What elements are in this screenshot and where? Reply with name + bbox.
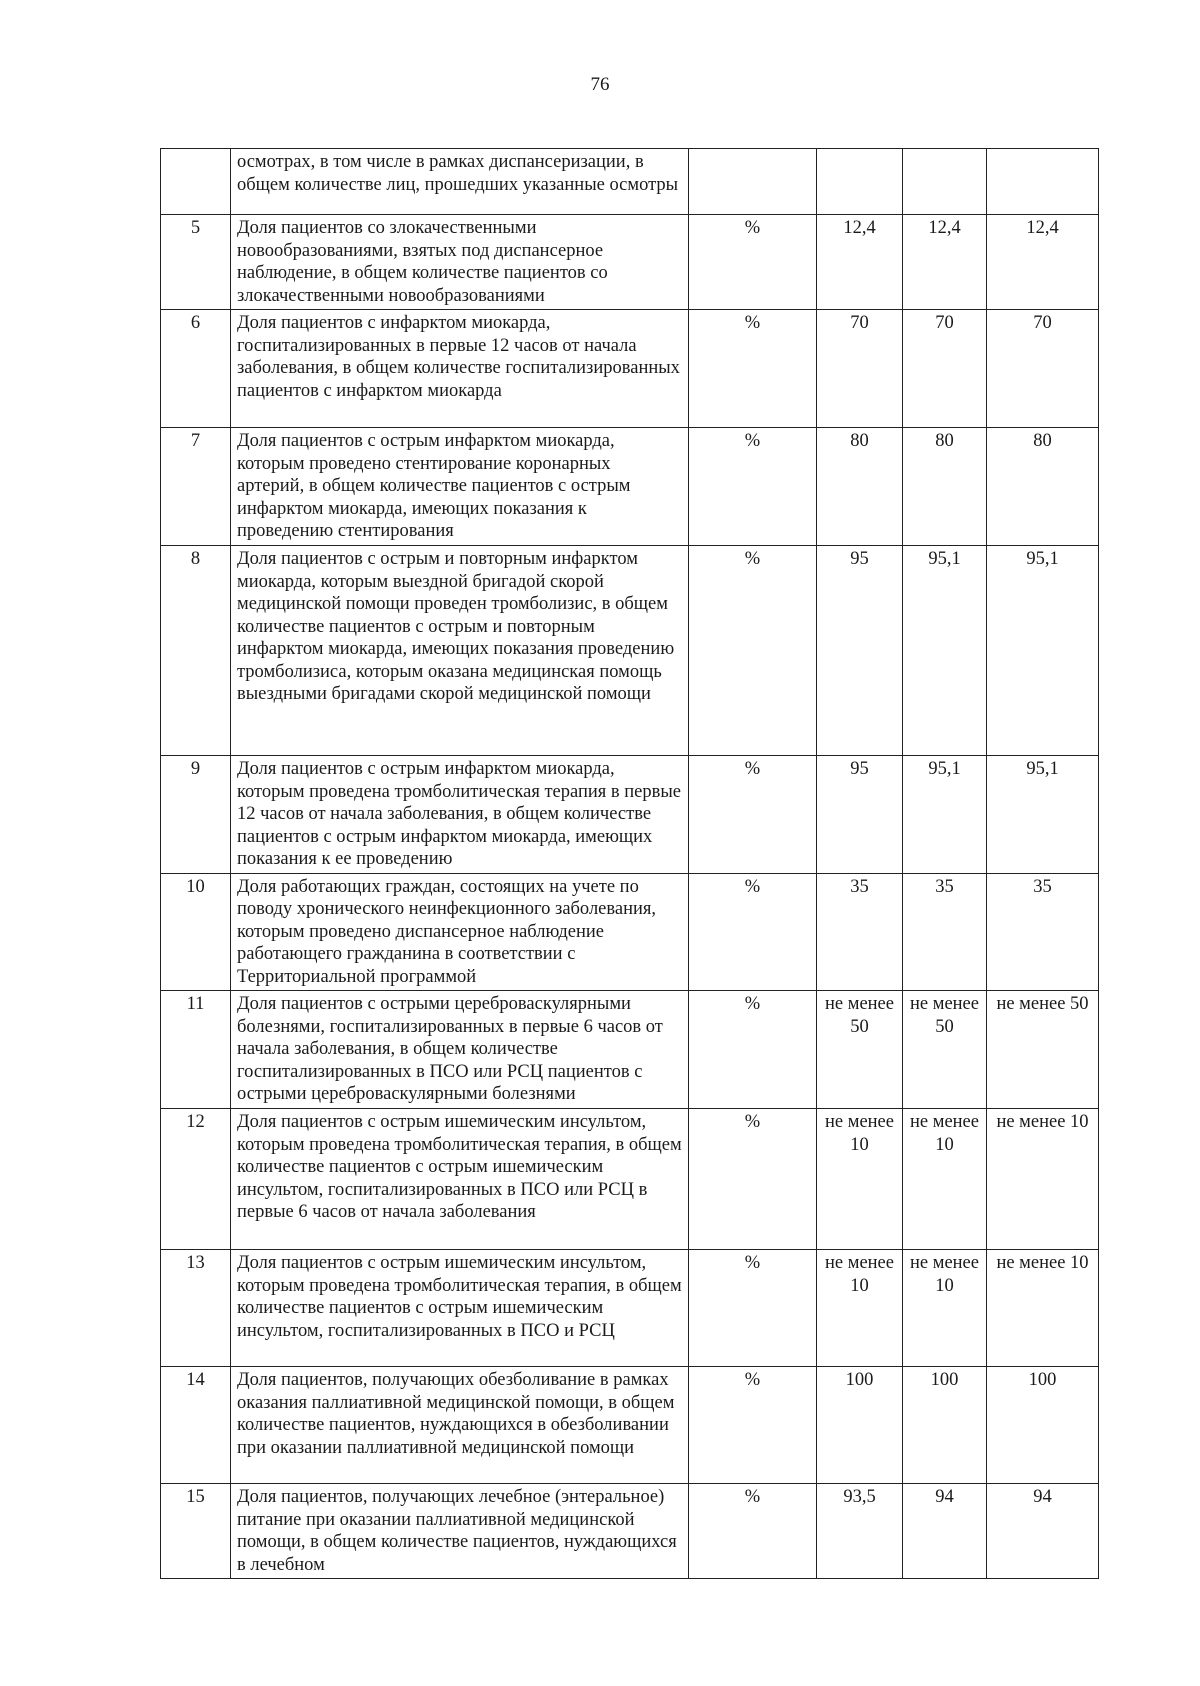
value-cell-1 <box>817 149 903 215</box>
indicator-text: Доля работающих граждан, состоящих на учете по поводу хронического неинфекционного заболевания, которым проведено диспансерное наблюдение работающего гражданина в соответствии с Территориальной программой <box>231 873 689 991</box>
indicator-text: Доля пациентов, получающих лечебное (энтеральное) питание при оказании паллиативной медицинской помощи, в общем количестве пациентов, нуждающихся в лечебном <box>231 1484 689 1579</box>
row-number: 6 <box>161 310 231 428</box>
value-cell-3: 100 <box>987 1367 1099 1484</box>
value-cell-3: не менее 10 <box>987 1250 1099 1367</box>
indicator-text: Доля пациентов с острым ишемическим инсультом, которым проведена тромболитическая терапия, в общем количестве пациентов с острым ишемическим инсультом, госпитализированных в ПСО и РСЦ <box>231 1250 689 1367</box>
indicator-text: Доля пациентов с острым инфарктом миокарда, которым проведено стентирование коронарных артерий, в общем количестве пациентов с острым инфарктом миокарда, имеющих показания к проведению стентирования <box>231 428 689 546</box>
row-number: 7 <box>161 428 231 546</box>
table-row <box>161 1367 1099 1484</box>
value-cell-2: 100 <box>903 1367 987 1484</box>
indicator-text: Доля пациентов с острым ишемическим инсультом, которым проведена тромболитическая терапия, в общем количестве пациентов с острым ишемическим инсультом, госпитализированных в ПСО или РСЦ в первые 6 часов от начала заболевания <box>231 1109 689 1250</box>
unit-cell: % <box>689 1367 817 1484</box>
value-cell-2 <box>903 149 987 215</box>
row-number: 9 <box>161 756 231 874</box>
indicator-text: Доля пациентов с острыми цереброваскулярными болезнями, госпитализированных в первые 6 часов от начала заболевания, в общем количестве госпитализированных в ПСО или РСЦ пациентов с острыми цереброваскулярными болезнями <box>231 991 689 1109</box>
value-cell-1: 93,5 <box>817 1484 903 1579</box>
value-cell-2: 12,4 <box>903 215 987 310</box>
value-cell-3: 70 <box>987 310 1099 428</box>
row-number: 11 <box>161 991 231 1109</box>
unit-cell <box>689 149 817 215</box>
unit-cell: % <box>689 873 817 991</box>
table-row <box>161 149 1099 215</box>
value-cell-2: 80 <box>903 428 987 546</box>
value-cell-3: 95,1 <box>987 756 1099 874</box>
indicator-text: осмотрах, в том числе в рамках диспансеризации, в общем количестве лиц, прошедших указанные осмотры <box>231 149 689 215</box>
row-number: 12 <box>161 1109 231 1250</box>
row-number: 10 <box>161 873 231 991</box>
row-number: 15 <box>161 1484 231 1579</box>
value-cell-3: 80 <box>987 428 1099 546</box>
value-cell-1: 12,4 <box>817 215 903 310</box>
table-row <box>161 215 1099 310</box>
value-cell-1: 95 <box>817 546 903 756</box>
indicator-text: Доля пациентов с острым инфарктом миокарда, которым проведена тромболитическая терапия в первые 12 часов от начала заболевания, в общем количестве пациентов с острым инфарктом миокарда, имеющих показания к ее проведению <box>231 756 689 874</box>
value-cell-3: 12,4 <box>987 215 1099 310</box>
page-number: 76 <box>590 74 610 95</box>
value-cell-1: не менее 10 <box>817 1109 903 1250</box>
value-cell-2: 35 <box>903 873 987 991</box>
table-row <box>161 873 1099 991</box>
value-cell-1: не менее 10 <box>817 1250 903 1367</box>
row-number: 14 <box>161 1367 231 1484</box>
value-cell-3: 94 <box>987 1484 1099 1579</box>
value-cell-2: не менее 50 <box>903 991 987 1109</box>
value-cell-1: 80 <box>817 428 903 546</box>
row-number <box>161 149 231 215</box>
unit-cell: % <box>689 310 817 428</box>
row-number: 13 <box>161 1250 231 1367</box>
value-cell-1: 35 <box>817 873 903 991</box>
value-cell-2: 95,1 <box>903 546 987 756</box>
table-row <box>161 1109 1099 1250</box>
indicator-text: Доля пациентов, получающих обезболивание в рамках оказания паллиативной медицинской помощи, в общем количестве пациентов, нуждающихся в обезболивании при оказании паллиативной медицинской помощи <box>231 1367 689 1484</box>
table-row <box>161 756 1099 874</box>
value-cell-1: 70 <box>817 310 903 428</box>
indicator-text: Доля пациентов со злокачественными новообразованиями, взятых под диспансерное наблюдение, в общем количестве пациентов со злокачественными новообразованиями <box>231 215 689 310</box>
unit-cell: % <box>689 215 817 310</box>
table-row <box>161 546 1099 756</box>
table-row <box>161 428 1099 546</box>
value-cell-1: не менее 50 <box>817 991 903 1109</box>
unit-cell: % <box>689 991 817 1109</box>
unit-cell: % <box>689 1484 817 1579</box>
value-cell-3: не менее 50 <box>987 991 1099 1109</box>
table-row <box>161 991 1099 1109</box>
value-cell-1: 95 <box>817 756 903 874</box>
row-number: 8 <box>161 546 231 756</box>
indicator-text: Доля пациентов с инфарктом миокарда, госпитализированных в первые 12 часов от начала заболевания, в общем количестве госпитализированных пациентов с инфарктом миокарда <box>231 310 689 428</box>
table-row <box>161 310 1099 428</box>
indicator-table <box>160 148 1099 1579</box>
value-cell-3: не менее 10 <box>987 1109 1099 1250</box>
row-number: 5 <box>161 215 231 310</box>
table-row <box>161 1484 1099 1579</box>
value-cell-3: 95,1 <box>987 546 1099 756</box>
table-row <box>161 1250 1099 1367</box>
unit-cell: % <box>689 756 817 874</box>
value-cell-2: 70 <box>903 310 987 428</box>
value-cell-2: 94 <box>903 1484 987 1579</box>
value-cell-2: не менее 10 <box>903 1109 987 1250</box>
value-cell-3 <box>987 149 1099 215</box>
indicator-text: Доля пациентов с острым и повторным инфарктом миокарда, которым выездной бригадой скорой медицинской помощи проведен тромболизис, в общем количестве пациентов с острым и повторным инфарктом миокарда, имеющих показания проведению тромболизиса, которым оказана медицинская помощь выездными бригадами скорой медицинской помощи <box>231 546 689 756</box>
value-cell-2: не менее 10 <box>903 1250 987 1367</box>
unit-cell: % <box>689 546 817 756</box>
value-cell-3: 35 <box>987 873 1099 991</box>
unit-cell: % <box>689 1250 817 1367</box>
value-cell-2: 95,1 <box>903 756 987 874</box>
unit-cell: % <box>689 1109 817 1250</box>
unit-cell: % <box>689 428 817 546</box>
value-cell-1: 100 <box>817 1367 903 1484</box>
